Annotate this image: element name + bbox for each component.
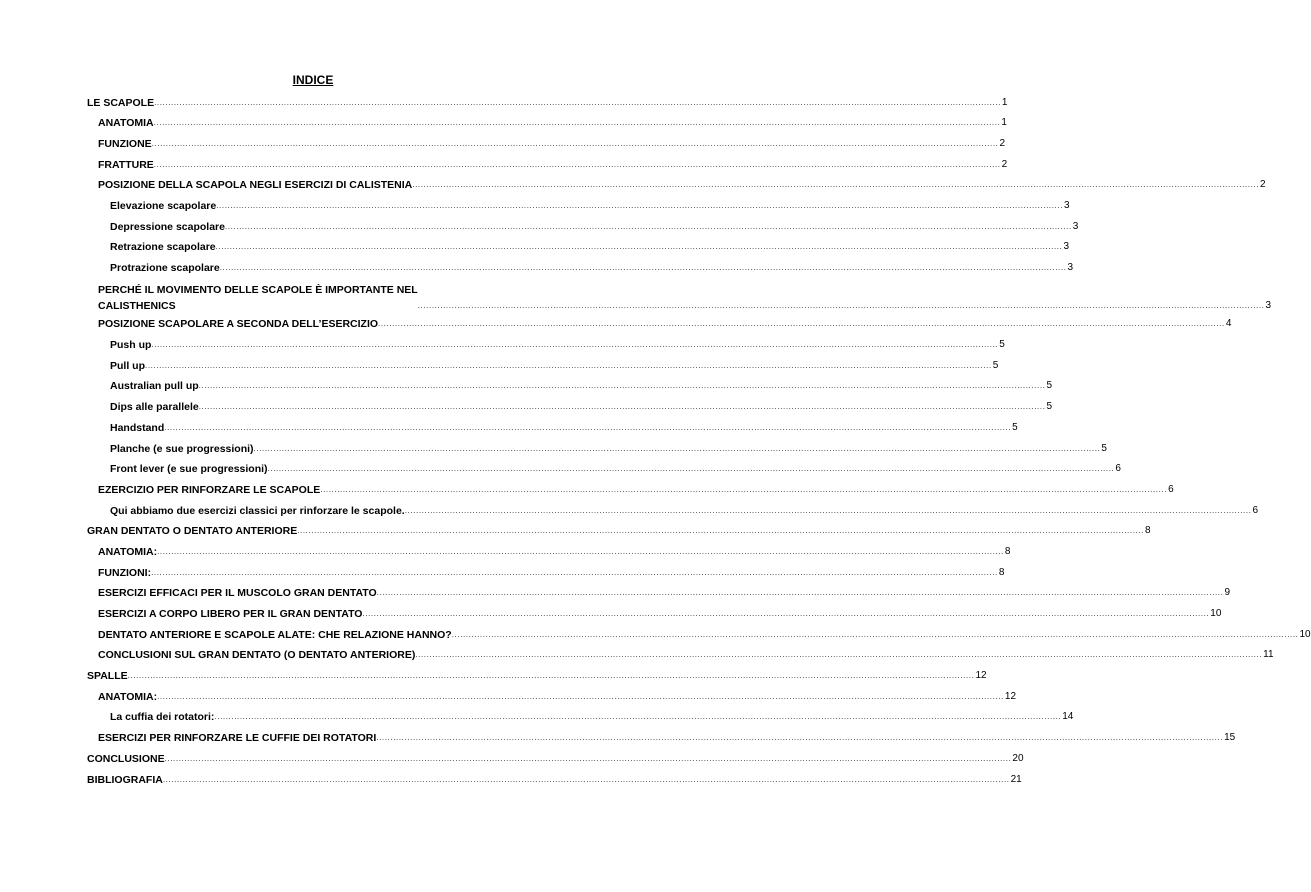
toc-entry-page[interactable]: 5: [992, 359, 999, 371]
toc-entry-label[interactable]: La cuffia dei rotatori:: [110, 711, 215, 724]
dot-leader: ............................................................................................................................................................................................................................................................................................................: [415, 650, 1263, 660]
dot-leader: ............................................................................................................................................................................................................................................................................................................: [157, 691, 1004, 701]
toc-entry-page[interactable]: 2: [999, 137, 1006, 149]
dot-leader: ............................................................................................................................................................................................................................................................................................................: [215, 242, 1063, 252]
toc-entry-label[interactable]: FUNZIONI:: [98, 566, 152, 579]
toc-entry-label[interactable]: Retrazione scapolare: [110, 241, 216, 254]
toc-entry-page[interactable]: 3: [1067, 262, 1074, 274]
toc-entry[interactable]: [87, 356, 999, 377]
dot-leader: ............................................................................................................................................................................................................................................................................................................: [412, 180, 1260, 190]
toc-entry-page[interactable]: 2: [1001, 158, 1008, 170]
toc-entry[interactable]: [87, 707, 1074, 728]
toc-entry-label[interactable]: DENTATO ANTERIORE E SCAPOLE ALATE: CHE RELAZIONE HANNO?: [98, 628, 452, 641]
toc-entry[interactable]: [87, 335, 1005, 356]
toc-entry-label[interactable]: Elevazione scapolare: [110, 200, 217, 213]
toc-entry[interactable]: [87, 687, 1017, 708]
toc-entry-page[interactable]: 15: [1224, 732, 1236, 744]
toc-entry[interactable]: [87, 314, 1232, 335]
toc-entry-label[interactable]: CONCLUSIONE: [87, 752, 165, 765]
toc-entry-label[interactable]: POSIZIONE SCAPOLARE A SECONDA DELL’ESERCIZIO: [98, 318, 379, 331]
toc-entry-page[interactable]: 9: [1224, 587, 1231, 599]
toc-entry-label[interactable]: FUNZIONE: [98, 137, 152, 150]
toc-entry-label[interactable]: SPALLE: [87, 670, 128, 683]
toc-entry[interactable]: [87, 175, 1266, 196]
dot-leader: ............................................................................................................................................................................................................................................................................................................: [154, 97, 1001, 107]
toc-entry-label[interactable]: FRATTURE: [98, 158, 154, 171]
toc-entry-label[interactable]: PERCHÉ IL MOVIMENTO DELLE SCAPOLE È IMPORTANTE NEL CALISTHENICS: [98, 284, 418, 313]
toc-entry-page[interactable]: 1: [1001, 117, 1007, 129]
toc-entry-label[interactable]: Pull up: [110, 359, 145, 372]
dot-leader: ............................................................................................................................................................................................................................................................................................................: [219, 263, 1067, 273]
dot-leader: ............................................................................................................................................................................................................................................................................................................: [145, 360, 992, 370]
toc-entry-page[interactable]: 6: [1115, 463, 1121, 475]
toc-entry[interactable]: [87, 134, 1006, 155]
dot-leader: ............................................................................................................................................................................................................................................................................................................: [198, 381, 1046, 391]
toc-entry-label[interactable]: Depressione scapolare: [110, 220, 225, 233]
toc-entry-page[interactable]: 10: [1210, 608, 1222, 620]
toc-entry-label[interactable]: ANATOMIA: [98, 117, 154, 130]
toc-entry[interactable]: [87, 625, 1311, 646]
toc-entry-label[interactable]: CONCLUSIONI SUL GRAN DENTATO (O DENTATO ANTERIORE): [98, 649, 416, 662]
toc-entry-page[interactable]: 5: [1046, 401, 1053, 413]
toc-entry[interactable]: [87, 93, 1008, 114]
dot-leader: ............................................................................................................................................................................................................................................................................................................: [157, 546, 1004, 556]
toc-entry-label[interactable]: ESERCIZI PER RINFORZARE LE CUFFIE DEI ROTATORI: [98, 732, 377, 745]
toc-entry-page[interactable]: 5: [1101, 442, 1107, 454]
toc-entry-page[interactable]: 11: [1263, 649, 1274, 661]
toc-entry[interactable]: [87, 604, 1222, 625]
dot-leader: ............................................................................................................................................................................................................................................................................................................: [376, 733, 1224, 743]
toc-entry-page[interactable]: 12: [1004, 690, 1017, 702]
toc-entry-page[interactable]: 3: [1072, 220, 1079, 232]
toc-entry[interactable]: [87, 279, 1272, 315]
toc-entry[interactable]: [87, 501, 1259, 522]
dot-leader: ............................................................................................................................................................................................................................................................................................................: [151, 567, 998, 577]
dot-leader: ............................................................................................................................................................................................................................................................................................................: [362, 609, 1210, 619]
toc-entry[interactable]: [87, 258, 1074, 279]
dot-leader: ............................................................................................................................................................................................................................................................................................................: [451, 629, 1299, 639]
toc-entry[interactable]: [87, 749, 1024, 770]
dot-leader: ............................................................................................................................................................................................................................................................................................................: [320, 484, 1168, 494]
toc-entry-page[interactable]: 3: [1265, 300, 1272, 312]
toc-entry-page[interactable]: 21: [1010, 773, 1022, 785]
toc-entry[interactable]: [87, 666, 987, 687]
dot-leader: ............................................................................................................................................................................................................................................................................................................: [216, 201, 1064, 211]
toc-entry-page[interactable]: 2: [1260, 179, 1266, 191]
toc-entry-page[interactable]: 20: [1012, 752, 1024, 764]
toc-entry-label[interactable]: Protrazione scapolare: [110, 262, 220, 275]
toc-entry-page[interactable]: 4: [1225, 318, 1232, 330]
toc-entry-label[interactable]: EZERCIZIO PER RINFORZARE LE SCAPOLE: [98, 483, 321, 496]
toc-entry-page[interactable]: 14: [1062, 711, 1074, 723]
toc-entry[interactable]: [87, 563, 1005, 584]
table-of-contents: [87, 93, 1311, 791]
dot-leader: ............................................................................................................................................................................................................................................................................................................: [151, 340, 999, 350]
toc-entry[interactable]: [87, 155, 1008, 176]
toc-entry[interactable]: [87, 542, 1011, 563]
dot-leader: ............................................................................................................................................................................................................................................................................................................: [164, 753, 1012, 763]
toc-entry-label[interactable]: ANATOMIA:: [98, 690, 158, 703]
toc-entry-page[interactable]: 5: [999, 339, 1005, 351]
toc-entry-label[interactable]: Planche (e sue progressioni): [110, 442, 254, 455]
toc-entry-label[interactable]: Dips alle parallele: [110, 401, 199, 414]
dot-leader: ............................................................................................................................................................................................................................................................................................................: [153, 118, 1001, 128]
toc-entry[interactable]: [87, 459, 1121, 480]
toc-entry[interactable]: [87, 376, 1053, 397]
toc-entry-page[interactable]: 5: [1012, 421, 1018, 433]
toc-entry[interactable]: [87, 439, 1107, 460]
toc-entry-label[interactable]: Front lever (e sue progressioni): [110, 463, 268, 476]
dot-leader: ............................................................................................................................................................................................................................................................................................................: [198, 402, 1046, 412]
toc-entry[interactable]: [87, 397, 1053, 418]
toc-entry-label[interactable]: LE SCAPOLE: [87, 96, 155, 109]
toc-entry[interactable]: [87, 521, 1151, 542]
toc-entry-label[interactable]: Handstand: [110, 421, 165, 434]
toc-entry-label[interactable]: ANATOMIA:: [98, 545, 158, 558]
toc-entry-label[interactable]: POSIZIONE DELLA SCAPOLA NEGLI ESERCIZI DI CALISTENIA: [98, 179, 413, 192]
dot-leader: ............................................................................................................................................................................................................................................................................................................: [224, 221, 1072, 231]
toc-entry[interactable]: [87, 237, 1069, 258]
toc-entry-page[interactable]: 8: [998, 566, 1005, 578]
toc-entry-page[interactable]: 6: [1252, 504, 1259, 516]
dot-leader: ............................................................................................................................................................................................................................................................................................................: [267, 464, 1115, 474]
toc-entry-page[interactable]: 1: [1001, 96, 1008, 108]
toc-entry-page[interactable]: 8: [1004, 545, 1011, 557]
toc-entry-label[interactable]: Push up: [110, 339, 152, 352]
toc-entry-page[interactable]: 3: [1063, 241, 1069, 253]
dot-leader: ............................................................................................................................................................................................................................................................................................................: [417, 301, 1265, 311]
dot-leader: ............................................................................................................................................................................................................................................................................................................: [164, 422, 1012, 432]
toc-entry[interactable]: [87, 583, 1231, 604]
toc-entry[interactable]: [87, 480, 1174, 501]
toc-entry-label[interactable]: GRAN DENTATO O DENTATO ANTERIORE: [87, 525, 298, 538]
toc-entry[interactable]: [87, 217, 1079, 238]
toc-entry-label[interactable]: ESERCIZI A CORPO LIBERO PER IL GRAN DENTATO: [98, 608, 363, 621]
toc-entry[interactable]: [87, 770, 1022, 791]
dot-leader: ............................................................................................................................................................................................................................................................................................................: [127, 671, 975, 681]
toc-entry-page[interactable]: 12: [975, 670, 987, 682]
toc-entry-page[interactable]: 10: [1299, 628, 1311, 640]
toc-entry-page[interactable]: 8: [1145, 525, 1151, 537]
toc-entry-label[interactable]: Australian pull up: [110, 380, 199, 393]
toc-entry[interactable]: [87, 728, 1236, 749]
dot-leader: ............................................................................................................................................................................................................................................................................................................: [214, 712, 1062, 722]
toc-entry-label[interactable]: ESERCIZI EFFICACI PER IL MUSCOLO GRAN DENTATO: [98, 587, 377, 600]
dot-leader: ............................................................................................................................................................................................................................................................................................................: [376, 588, 1224, 598]
toc-entry-label[interactable]: Qui abbiamo due esercizi classici per rinforzare le scapole.: [110, 504, 405, 517]
toc-entry[interactable]: [87, 645, 1274, 666]
toc-entry[interactable]: [87, 418, 1018, 439]
toc-entry-page[interactable]: 5: [1046, 380, 1053, 392]
toc-entry-page[interactable]: 6: [1168, 483, 1174, 495]
toc-title: INDICE: [292, 73, 334, 87]
toc-entry-page[interactable]: 3: [1064, 200, 1070, 212]
dot-leader: ............................................................................................................................................................................................................................................................................................................: [153, 159, 1001, 169]
dot-leader: ............................................................................................................................................................................................................................................................................................................: [162, 774, 1010, 784]
dot-leader: ............................................................................................................................................................................................................................................................................................................: [253, 443, 1101, 453]
toc-entry-label[interactable]: BIBLIOGRAFIA: [87, 773, 163, 786]
toc-entry[interactable]: [87, 113, 1007, 134]
dot-leader: ............................................................................................................................................................................................................................................................................................................: [378, 319, 1225, 329]
dot-leader: ............................................................................................................................................................................................................................................................................................................: [151, 138, 999, 148]
dot-leader: ............................................................................................................................................................................................................................................................................................................: [404, 505, 1252, 515]
dot-leader: ............................................................................................................................................................................................................................................................................................................: [297, 526, 1144, 536]
toc-entry[interactable]: [87, 196, 1070, 217]
